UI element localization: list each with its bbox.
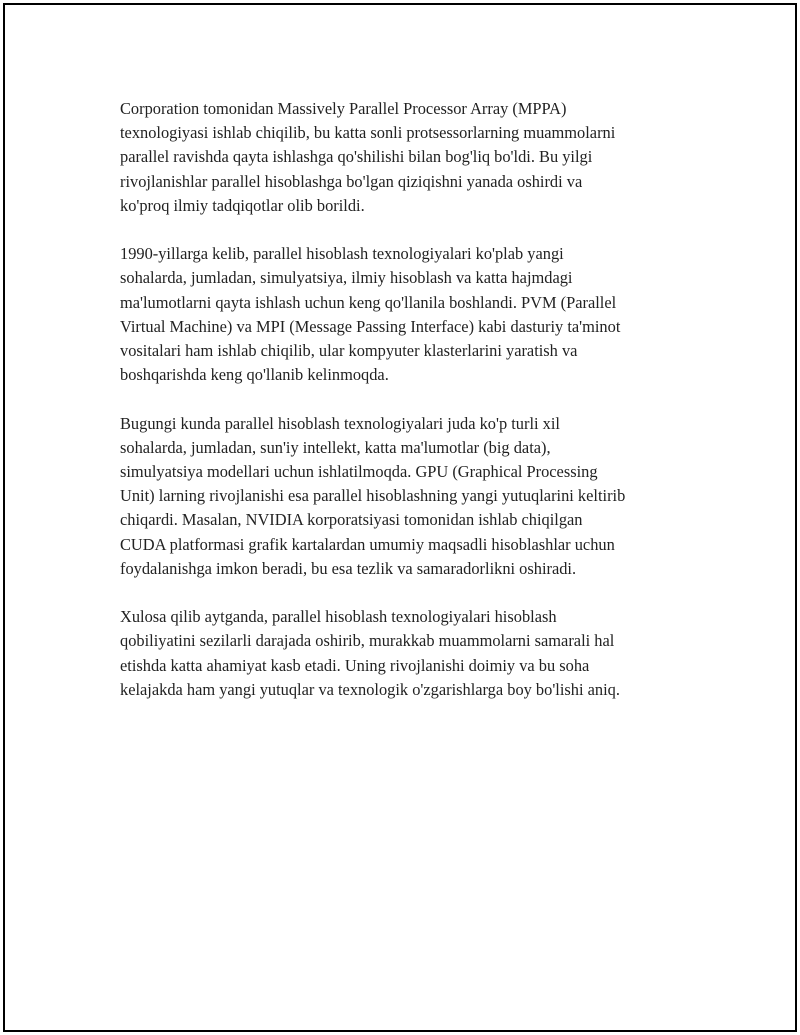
text-line: sohalarda, jumladan, simulyatsiya, ilmiy hisoblash va katta hajmdagi <box>120 268 573 288</box>
text-line: 1990-yillarga kelib, parallel hisoblash texnologiyalari ko'plab yangi <box>120 244 564 264</box>
text-line: CUDA platformasi grafik kartalardan umumiy maqsadli hisoblashlar uchun <box>120 534 615 554</box>
text-line: texnologiyasi ishlab chiqilib, bu katta sonli protsessorlarning muammolarni <box>120 123 616 143</box>
paragraph-mppa-history <box>120 97 700 218</box>
text-line: kelajakda ham yangi yutuqlar va texnologik o'zgarishlarga boy bo'lishi aniq. <box>120 679 620 699</box>
paragraph-conclusion <box>120 605 700 702</box>
text-line: Corporation tomonidan Massively Parallel Processor Array (MPPA) <box>120 99 567 118</box>
text-line: ko'proq ilmiy tadqiqotlar olib borildi. <box>120 195 365 215</box>
document-page <box>3 3 797 1032</box>
document-body <box>120 97 700 726</box>
text-line: foydalanishga imkon beradi, bu esa tezlik va samaradorlikni oshiradi. <box>120 558 577 578</box>
text-line: rivojlanishlar parallel hisoblashga bo'lgan qiziqishni yanada oshirdi va <box>120 171 583 191</box>
text-line: qobiliyatini sezilarli darajada oshirib, murakkab muammolarni samarali hal <box>120 631 615 651</box>
paragraph-today <box>120 412 700 581</box>
paragraph-1990s <box>120 242 700 387</box>
text-line: Unit) larning rivojlanishi esa parallel hisoblashning yangi yutuqlarini keltirib <box>120 486 626 506</box>
text-line: etishda katta ahamiyat kasb etadi. Uning rivojlanishi doimiy va bu soha <box>120 655 590 675</box>
text-line: Virtual Machine) va MPI (Message Passing Interface) kabi dasturiy ta'minot <box>120 316 621 336</box>
text-line: parallel ravishda qayta ishlashga qo'shilishi bilan bog'liq bo'ldi. Bu yilgi <box>120 147 593 167</box>
text-line: Bugungi kunda parallel hisoblash texnologiyalari juda ko'p turli xil <box>120 413 560 433</box>
text-line: sohalarda, jumladan, sun'iy intellekt, katta ma'lumotlar (big data), <box>120 437 551 457</box>
text-line: boshqarishda keng qo'llanib kelinmoqda. <box>120 365 389 385</box>
text-line: vositalari ham ishlab chiqilib, ular kompyuter klasterlarini yaratish va <box>120 341 578 361</box>
text-line: chiqardi. Masalan, NVIDIA korporatsiyasi tomonidan ishlab chiqilgan <box>120 510 583 530</box>
text-line: ma'lumotlarni qayta ishlash uchun keng qo'llanila boshlandi. PVM (Parallel <box>120 292 617 312</box>
text-line: Xulosa qilib aytganda, parallel hisoblash texnologiyalari hisoblash <box>120 607 557 627</box>
text-line: simulyatsiya modellari uchun ishlatilmoqda. GPU (Graphical Processing <box>120 462 598 482</box>
